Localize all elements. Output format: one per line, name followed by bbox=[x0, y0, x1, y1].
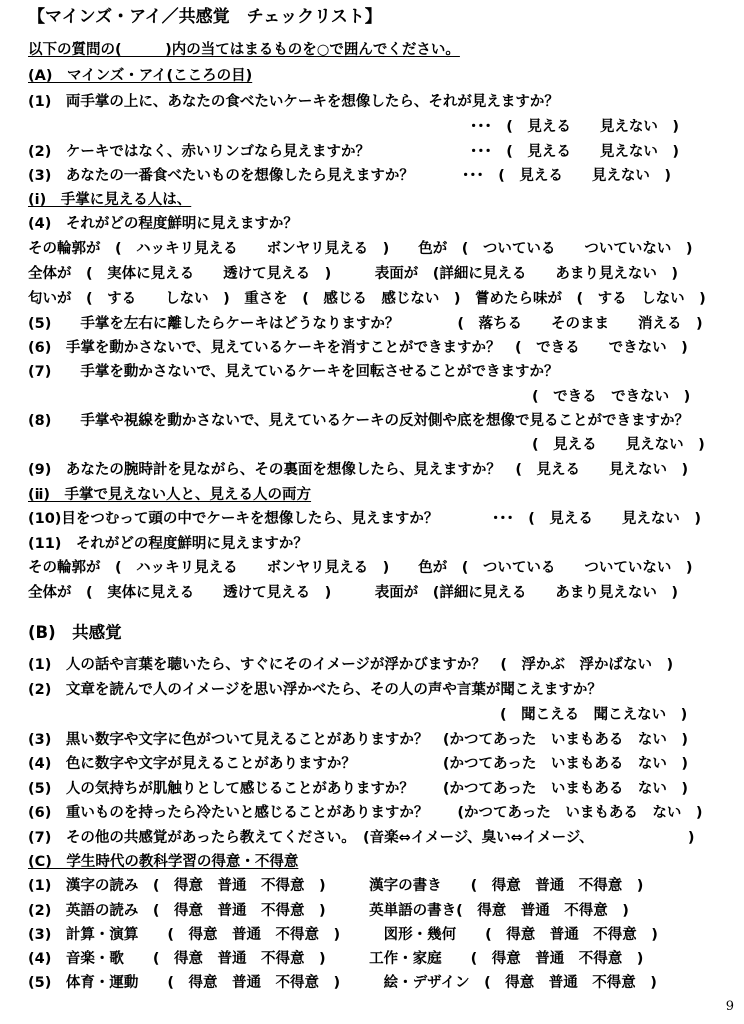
subject-row: (2) 英語の読み ( 得意 普通 不得意 ) 英単語の書き( 得意 普通 不得意 ) bbox=[28, 903, 629, 919]
subject-row: (5) 体育・運動 ( 得意 普通 不得意 ) 絵・デザイン ( 得意 普通 不得意 ) bbox=[28, 975, 657, 991]
question-a6: (6) 手掌を動かさないで、見えているケーキを消すことができますか？ ( できる できない ) bbox=[28, 340, 688, 356]
subject-row: (1) 漢字の読み ( 得意 普通 不得意 ) 漢字の書き ( 得意 普通 不得意 ) bbox=[28, 878, 644, 894]
question-a4-whole-surface: 全体が ( 実体に見える 透けて見える ) 表面が (詳細に見える あまり見えない ) bbox=[28, 266, 679, 282]
answer-a7: ( できる できない ) bbox=[532, 389, 691, 405]
question-b1: (1) 人の話や言葉を聴いたら、すぐにそのイメージが浮かびますか？ ( 浮かぶ 浮かばない ) bbox=[28, 657, 674, 673]
question-b4: (4) 色に数字や文字が見えることがありますか？ (かつてあった いまもある ない ) bbox=[28, 756, 688, 772]
answer-a10: ･･･ ( 見える 見えない ) bbox=[492, 511, 702, 527]
question-a7: (7) 手掌を動かさないで、見えているケーキを回転させることができますか？ bbox=[28, 364, 559, 380]
section-c-heading: (C) 学生時代の教科学習の得意・不得意 bbox=[28, 854, 299, 870]
question-b5: (5) 人の気持ちが肌触りとして感じることがありますか？ (かつてあった いまもある ない ) bbox=[28, 781, 688, 797]
question-b6: (6) 重いものを持ったら冷たいと感じることがありますか？ (かつてあった いまもある ない ) bbox=[28, 805, 703, 821]
question-a4-smell-weight-taste: 匂いが ( する しない ) 重さを ( 感じる 感じない ) 嘗めたら味が ( する しない ) bbox=[28, 291, 706, 307]
title: 【マインズ・アイ／共感覚 チェックリスト】 bbox=[28, 7, 382, 27]
question-a10: (10)目をつむって頭の中でケーキを想像したら、見えますか？ bbox=[28, 511, 439, 527]
answer-a3: ･･･ ( 見える 見えない ) bbox=[462, 168, 672, 184]
page-number: 9 bbox=[725, 999, 734, 1014]
subject-row: (4) 音楽・歌 ( 得意 普通 不得意 ) 工作・家庭 ( 得意 普通 不得意 ) bbox=[28, 951, 644, 967]
section-b-heading: (B) 共感覚 bbox=[28, 623, 122, 642]
answer-b2: ( 聞こえる 聞こえない ) bbox=[500, 707, 688, 723]
question-a8: (8) 手掌や視線を動かさないで、見えているケーキの反対側や底を想像で見ることができますか？ bbox=[28, 413, 690, 429]
question-a2: (2) ケーキではなく、赤いリンゴなら見えますか？ bbox=[28, 144, 371, 160]
instruction: 以下の質問の( )内の当てはまるものを○で囲んでください。 bbox=[28, 42, 460, 58]
section-a-heading: (A) マインズ・アイ(こころの目) bbox=[28, 68, 253, 84]
question-b7: (7) その他の共感覚があったら教えてください。 (音楽⇔イメージ、臭い⇔イメージ、 ) bbox=[28, 830, 695, 846]
question-a1: (1) 両手掌の上に、あなたの食べたいケーキを想像したら、それが見えますか？ bbox=[28, 94, 559, 110]
question-a5: (5) 手掌を左右に離したらケーキはどうなりますか？ ( 落ちる そのまま 消える ) bbox=[28, 316, 703, 332]
question-a11-whole-surface: 全体が ( 実体に見える 透けて見える ) 表面が (詳細に見える あまり見えない ) bbox=[28, 585, 679, 601]
answer-a2: ･･･ ( 見える 見えない ) bbox=[470, 144, 680, 160]
answer-a8: ( 見える 見えない ) bbox=[532, 437, 705, 453]
question-b3: (3) 黒い数字や文字に色がついて見えることがありますか？ (かつてあった いまもある ない ) bbox=[28, 732, 688, 748]
question-a3: (3) あなたの一番食べたいものを想像したら見えますか？ bbox=[28, 168, 414, 184]
answer-a1: ･･･ ( 見える 見えない ) bbox=[470, 119, 680, 135]
question-a9: (9) あなたの腕時計を見ながら、その裏面を想像したら、見えますか？ ( 見える 見えない ) bbox=[28, 462, 689, 478]
question-a11-outline-color: その輪郭が ( ハッキリ見える ボンヤリ見える ) 色が ( ついている ついていない ) bbox=[28, 560, 693, 576]
subheading-ii: (ⅱ) 手掌で見えない人と、見える人の両方 bbox=[28, 487, 312, 503]
question-a4-outline-color: その輪郭が ( ハッキリ見える ボンヤリ見える ) 色が ( ついている ついていない ) bbox=[28, 241, 693, 257]
question-a4: (4) それがどの程度鮮明に見えますか？ bbox=[28, 216, 298, 232]
question-b2: (2) 文章を読んで人のイメージを思い浮かべたら、その人の声や言葉が聞こえますか？ bbox=[28, 682, 602, 698]
question-a11: (11) それがどの程度鮮明に見えますか？ bbox=[28, 536, 308, 552]
subheading-i: (ⅰ) 手掌に見える人は、 bbox=[28, 192, 192, 208]
subject-row: (3) 計算・演算 ( 得意 普通 不得意 ) 図形・幾何 ( 得意 普通 不得意 ) bbox=[28, 927, 658, 943]
